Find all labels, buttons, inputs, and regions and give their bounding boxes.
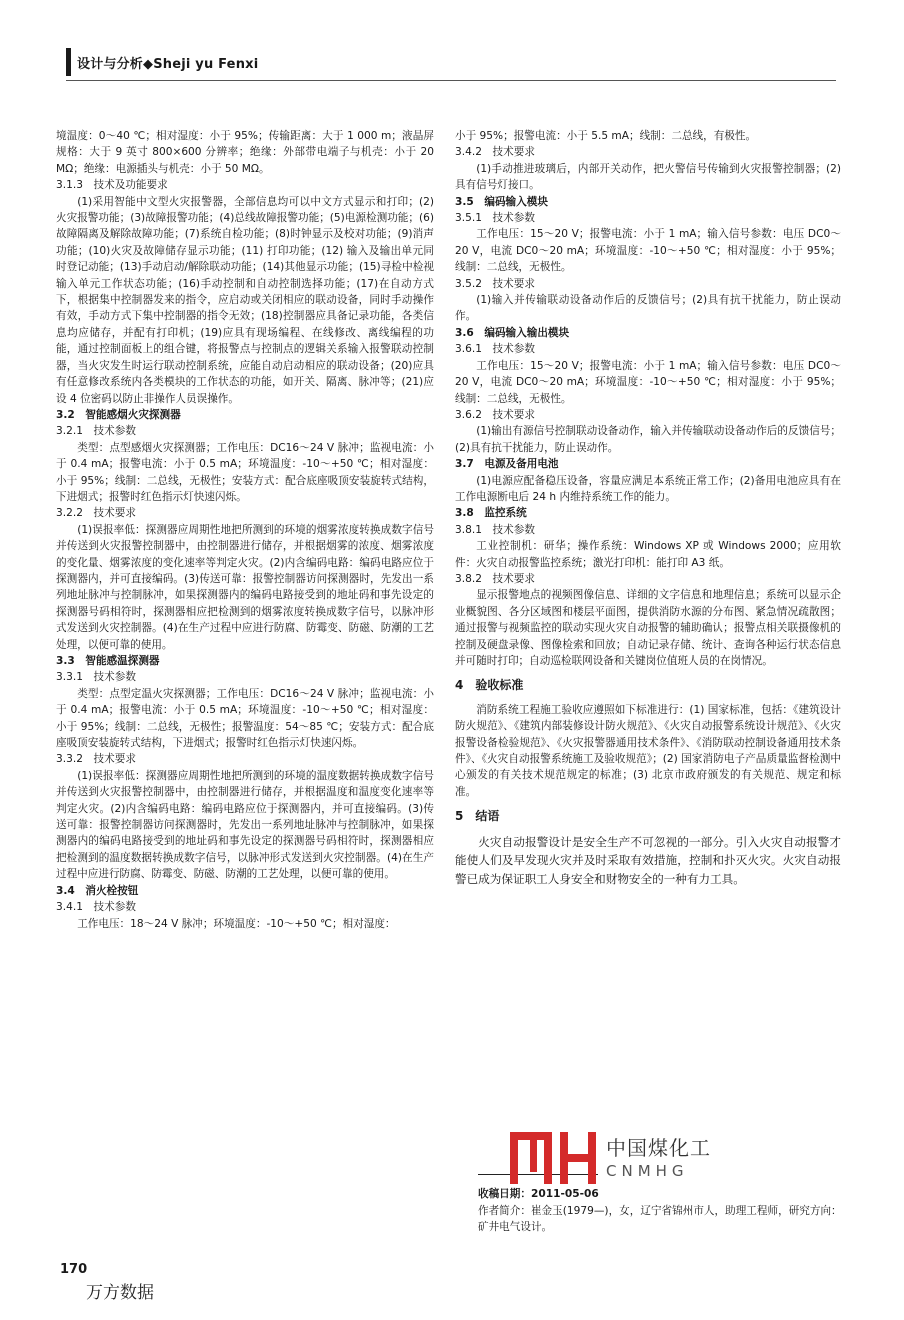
paragraph: 工作电压：18～24 V 脉冲；环境温度：-10～+50 ℃；相对湿度： <box>77 917 396 930</box>
paragraph: (1)输入并传输联动设备动作后的反馈信号；(2)具有抗干扰能力，防止误动作。 <box>455 294 841 323</box>
right-column <box>455 128 841 888</box>
paragraph: 类型：点型定温火灾探测器；工作电压：DC16～24 V 脉冲；监视电流：小于 0.4 mA；报警电流：小于 0.5 mA；环境温度：-10～+50 ℃；相对湿度：小于 95%；线制：二总线，无极性；报警温度：54～85 ℃；安装方式：配合底座吸顶安装旋转式结构，下进烟式；报警时红色指示灯快速闪烁。 <box>56 687 434 750</box>
paragraph: (1)手动推进玻璃后，内部开关动作，把火警信号传输到火灾报警控制器；(2)具有信号灯接口。 <box>455 162 841 192</box>
logo-english-text: CNMHG <box>606 1162 689 1180</box>
paragraph: 工业控制机：研华；操作系统：Windows XP 或 Windows 2000；应用软件：火灾自动报警监控系统；激光打印机：能打印 A3 纸。 <box>455 540 841 569</box>
section-heading: 3.3 智能感温探测器 <box>56 655 160 667</box>
section-heading: 3.4 消火栓按钮 <box>56 884 139 897</box>
paragraph: (1)电源应配备稳压设备，容量应满足本系统正常工作；(2)备用电池应具有在工作电源断电后 24 h 内维持系统工作的能力。 <box>455 474 841 503</box>
paragraph: 工作电压：15～20 V；报警电流：小于 1 mA；输入信号参数：电压 DC0～20 V，电流 DC0～20 mA；环境温度：-10～+50 ℃；相对湿度：小于 95%；线制：二总线，无极性。 <box>455 228 841 274</box>
author-bio: 作者简介：崔金玉(1979—)，女，辽宁省锦州市人，助理工程师，研究方向：矿井电气设计。 <box>478 1205 842 1234</box>
subsection-heading: 3.8.1 技术参数 <box>455 523 535 536</box>
paragraph: 类型：点型感烟火灾探测器；工作电压：DC16～24 V 脉冲；监视电流：小于 0.4 mA；报警电流：小于 0.5 mA；环境温度：-10～+50 ℃；相对湿度：小于 95%；线制：二总线，无极性；安装方式：配合底座吸顶安装旋转式结构，下进烟式；报警时红色指示灯快速闪烁。 <box>56 441 434 503</box>
cnmhg-logo-icon <box>508 1128 602 1188</box>
paragraph: (1)误报率低：探测器应周期性地把所测到的环境的温度数据转换成数字信号并传送到火灾报警控制器中，由控制器进行储存，并根据温度和温度变化速率等判定火灾。(2)内含编码电路：编码电路应位于探测器内，并可直接编码。(3)传送可靠：报警控制器访问探测器时，先发出一系列地址脉冲与控制脉冲，如果探测器内的编码电路接受到的地址码和事先设定的探测器号码相符时，探测器相应把检测到的温度数据转换成数字信号，以脉冲形式发送到火灾控制器。(4)在生产过程中应进行防腐、防霉变、防磁、防潮的工艺处理，以便可靠的使用。 <box>56 769 434 881</box>
paragraph: 小于 95%；报警电流：小于 5.5 mA；线制：二总线，有极性。 <box>455 130 757 142</box>
section-heading: 3.8 监控系统 <box>455 507 527 520</box>
paragraph: 境温度：0～40 ℃；相对湿度：小于 95%；传输距离：大于 1 000 m；液晶屏规格：大于 9 英寸 800×600 分辨率；绝缘：外部带电端子与机壳：小于 20 MΩ；绝缘：电源插头与机壳：小于 50 MΩ。 <box>56 130 434 175</box>
header-bar <box>66 48 71 76</box>
paragraph: 工作电压：15～20 V；报警电流：小于 1 mA；输入信号参数：电压 DC0～20 V，电流 DC0～20 mA；环境温度：-10～+50 ℃；相对湿度：小于 95%；线制：二总线，无极性。 <box>455 359 841 405</box>
header-rule <box>66 80 836 81</box>
subsection-heading: 3.6.2 技术要求 <box>455 408 535 421</box>
section-heading: 3.2 智能感烟火灾探测器 <box>56 408 181 421</box>
paragraph: 火灾自动报警设计是安全生产不可忽视的一部分。引入火灾自动报警才能使人们及早发现火灾并及时采取有效措施，控制和扑灭火灾。火灾自动报警已成为保证职工人身安全和财物安全的一种有力工具。 <box>455 834 841 886</box>
subsection-heading: 3.1.3 技术及功能要求 <box>56 179 168 192</box>
subsection-heading: 3.5.2 技术要求 <box>455 277 535 290</box>
watermark-logo <box>478 1128 778 1190</box>
chapter-heading: 4 验收标准 <box>455 678 524 693</box>
paragraph: 显示报警地点的视频图像信息、详细的文字信息和地理信息；系统可以显示企业概貌图、各分区域图和楼层平面图，提供消防水源的分布图、紧急情况疏散图；通过报警与视频监控的联动实现火灾自动报警的辅助确认；报警点相关联摄像机的控制及硬盘录像、图像检索和回放；自动记录存储、统计、查询各种运行状态信息并可随时打印；自动巡检联网设备和关键岗位值班人员的在岗情况。 <box>455 589 841 667</box>
source-label: 万方数据 <box>86 1283 154 1303</box>
chapter-heading: 5 结语 <box>455 809 500 824</box>
paragraph: (1)采用智能中文型火灾报警器，全部信息均可以中文方式显示和打印；(2)火灾报警功能；(3)故障报警功能；(4)总线故障报警功能；(5)电源检测功能；(6)故障隔离及解除故障功能；(7)系统自检功能；(8)时钟显示及校对功能；(9)消声功能；(10)火灾及故障储存显示功能；(11) 打印功能；(12) 输入及输出单元同时登记动能；(13)手动启动/解除联动功能；(14)其他显示功能；(15)寻检中检视输入单元工作状态功能；(16)手动控制和自动控制选择功能；(17)在自动方式下，根据集中控制器发来的指令，应启动或关闭相应的联动设备，同时手动操作有效，手动方式下集中控制器的指令无效；(18)控制器应具备记录功能，各类信息均应储存，并配有打印机；(19)应具有现场编程、在线修改、离线编程的功能，通过控制面板上的组合键，将报警点与控制点的逻辑关系输入报警联动控制器，当火灾发生时运行联动控制系统，应能自动启动相应的联动设备；(20)应具有任意修改系统内各类模块的工作状态的功能，如开关、隔离、脉冲等；(21)应设 4 位密码以防止非操作人员误操作。 <box>56 195 434 405</box>
paragraph: (1)输出有源信号控制联动设备动作，输入并传输联动设备动作后的反馈信号；(2)具有抗干扰能力，防止误动作。 <box>455 425 841 454</box>
subsection-heading: 3.4.2 技术要求 <box>455 146 535 159</box>
received-date: 收稿日期：2011-05-06 <box>478 1188 599 1200</box>
subsection-heading: 3.5.1 技术参数 <box>455 212 535 225</box>
page-number: 170 <box>60 1262 88 1277</box>
header-title: 设计与分析◆Sheji yu Fenxi <box>77 56 259 72</box>
section-heading: 3.7 电源及备用电池 <box>455 458 559 471</box>
running-header <box>66 48 258 76</box>
section-heading: 3.6 编码输入输出模块 <box>455 326 570 339</box>
paragraph: 消防系统工程施工验收应遵照如下标准进行：(1) 国家标准，包括：《建筑设计防火规范》、《建筑内部装修设计防火规范》、《火灾自动报警系统设计规范》、《火灾报警设备检验规范》、《火灾报警器通用技术条件》、《消防联动控制设备通用技术条件》、《火灾自动报警系统施工及验收规范》；(2) 国家消防电子产品质量监督检测中心颁发的有关技术规范规定的标准；(3) 北京市政府颁发的有关规范、规定和标准。 <box>455 703 841 798</box>
subsection-heading: 3.8.2 技术要求 <box>455 572 535 585</box>
subsection-heading: 3.4.1 技术参数 <box>56 901 136 914</box>
section-heading: 3.5 编码输入模块 <box>455 195 548 208</box>
subsection-heading: 3.6.1 技术参数 <box>455 343 535 356</box>
subsection-heading: 3.2.1 技术参数 <box>56 425 136 438</box>
subsection-heading: 3.3.1 技术参数 <box>56 671 136 684</box>
logo-chinese-text: 中国煤化工 <box>606 1136 711 1160</box>
subsection-heading: 3.2.2 技术要求 <box>56 507 136 520</box>
left-column <box>56 128 434 932</box>
subsection-heading: 3.3.2 技术要求 <box>56 753 136 766</box>
paragraph: (1)误报率低：探测器应周期性地把所测到的环境的烟雾浓度转换成数字信号并传送到火灾报警控制器中，由控制器进行储存，并根据烟雾的浓度、烟雾浓度的变化量、烟雾浓度的变化速率等判定火灾。(2)内含编码电路：编码电路应位于探测器内，并可直接编码。(3)传送可靠：报警控制器访问探测器时，先发出一系列地址脉冲与控制脉冲，如果探测器内的编码电路接受到的地址码和事先设定的探测器号码相符时，探测器相应把检测到的烟雾浓度转换成数字信号，以脉冲形式发送到火灾控制器。(4)在生产过程中应进行防腐、防霉变、防磁、防潮的工艺处理，以便可靠的使用。 <box>56 523 434 651</box>
